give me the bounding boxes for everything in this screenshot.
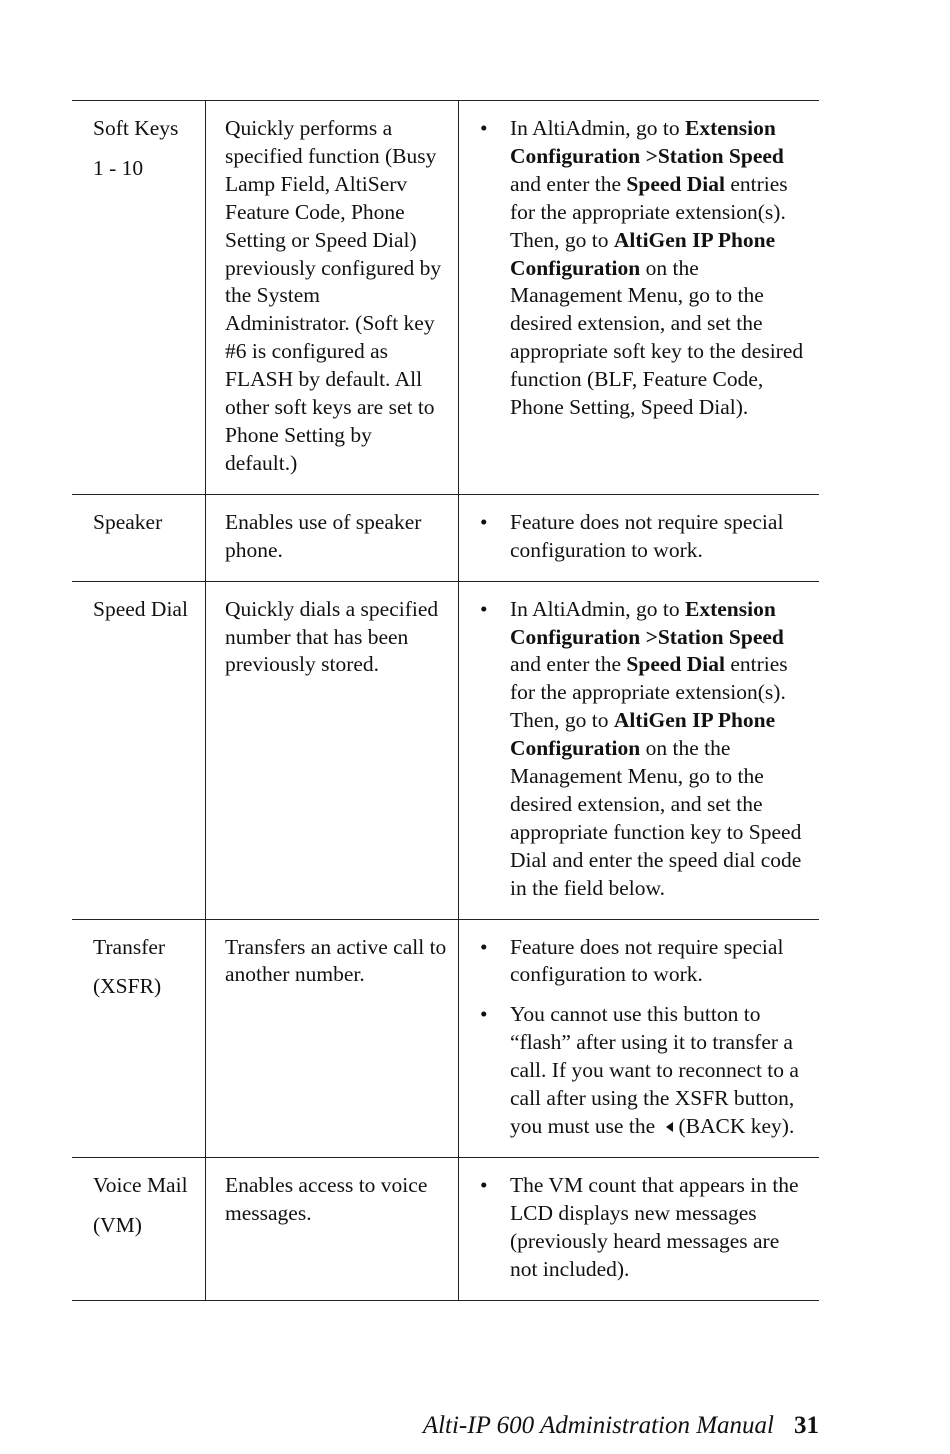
config-text: Feature does not require special configuration to work. (510, 934, 784, 987)
feature-description-cell (206, 581, 459, 919)
page-number: 31 (794, 1412, 819, 1439)
config-text: In AltiAdmin, go to (510, 596, 685, 621)
feature-name-line: Voice Mail (93, 1172, 188, 1197)
bullet-dot: • (480, 1172, 488, 1197)
bullet-dot: • (480, 1002, 488, 1027)
feature-configuration-cell (459, 581, 820, 919)
configuration-bullet (480, 596, 811, 903)
configuration-bullet-list (480, 1172, 811, 1284)
config-text: entries for the appropriate extension(s). Then, go to (510, 171, 788, 252)
config-bold-text: Extension Configuration >Station Speed (510, 116, 784, 168)
feature-description-cell (206, 919, 459, 1157)
feature-description-cell (206, 1157, 459, 1300)
configuration-bullet-list (480, 596, 811, 903)
feature-name-cell (72, 919, 206, 1157)
feature-row-speed-dial (72, 581, 819, 919)
feature-row-speaker (72, 494, 819, 581)
config-bold-text: AltiGen IP Phone Configuration (510, 227, 776, 280)
config-bold-text: Speed Dial (626, 171, 725, 196)
feature-name-line: (XSFR) (93, 974, 162, 999)
feature-description: Enables use of speaker phone. (225, 509, 422, 562)
feature-table (72, 100, 819, 1301)
config-text: and enter the (510, 171, 627, 196)
feature-name-line: Speaker (93, 509, 163, 534)
config-text: and enter the (510, 652, 627, 677)
configuration-bullet (480, 1001, 811, 1141)
feature-configuration-cell (459, 1157, 820, 1300)
config-text: (BACK key). (678, 1114, 795, 1138)
configuration-bullet-list (480, 934, 811, 1141)
config-text: The VM count that appears in the LCD displays new messages (previously heard messages are not included). (510, 1172, 799, 1281)
configuration-bullet (480, 934, 811, 990)
config-text: on the the Management Menu, go to the desired extension, and set the appropriate function key to Speed Dial and enter the speed dial code in the field below. (510, 736, 802, 900)
feature-description: Quickly dials a specified number that has been previously stored. (225, 596, 439, 677)
feature-name-cell (72, 581, 206, 919)
feature-name-line: Soft Keys (93, 116, 179, 140)
feature-description: Transfers an active call to another number. (225, 934, 447, 987)
config-bold-text: AltiGen IP Phone Configuration (510, 708, 776, 761)
feature-name-cell (72, 101, 206, 495)
feature-name-line: (VM) (93, 1212, 142, 1237)
feature-description-cell (206, 101, 459, 495)
feature-name-cell (72, 494, 206, 581)
configuration-bullet-list (480, 115, 811, 422)
feature-description-cell (206, 494, 459, 581)
feature-configuration-cell (459, 919, 820, 1157)
feature-table-body (72, 101, 819, 1301)
configuration-bullet (480, 115, 811, 422)
feature-name-cell (72, 1157, 206, 1300)
feature-name-line: 1 - 10 (93, 155, 144, 180)
config-text: You cannot use this button to “flash” after using it to transfer a call. If you want to reconnect to a call after using the XSFR button, you must use the (510, 1002, 799, 1138)
config-bold-text: Extension Configuration >Station Speed (510, 596, 784, 649)
config-text: entries for the appropriate extension(s). Then, go to (510, 652, 788, 733)
feature-name-line: Transfer (93, 934, 166, 959)
manual-title: Alti-IP 600 Administration Manual (422, 1412, 774, 1439)
configuration-bullet (480, 1172, 811, 1284)
feature-configuration-cell (459, 494, 820, 581)
config-text: on the Management Menu, go to the desired extension, and set the appropriate soft key to the desired function (BLF, Feature Code, Phone Setting, Speed Dial). (510, 255, 804, 420)
feature-configuration-cell (459, 101, 820, 495)
feature-description: Quickly performs a specified function (Busy Lamp Field, AltiServ Feature Code, Phone Setting or Speed Dial) previously configured by the System Administrator. (Soft key #6 is configured as FLASH by default. All other soft keys are set to Phone Setting by default.) (225, 116, 442, 475)
page-footer (423, 1411, 819, 1441)
config-text: In AltiAdmin, go to (510, 116, 685, 140)
feature-row-transfer (72, 919, 819, 1157)
feature-description: Enables access to voice messages. (225, 1172, 428, 1225)
bullet-dot: • (480, 596, 488, 621)
configuration-bullet-list (480, 509, 811, 565)
back-arrow-icon (666, 1122, 673, 1132)
feature-row-soft-keys (72, 101, 819, 495)
bullet-dot: • (480, 934, 488, 959)
feature-row-voice-mail (72, 1157, 819, 1300)
config-text: Feature does not require special configuration to work. (510, 509, 784, 562)
bullet-dot: • (480, 116, 488, 140)
configuration-bullet (480, 509, 811, 565)
bullet-dot: • (480, 509, 488, 534)
feature-name-line: Speed Dial (93, 596, 188, 621)
config-bold-text: Speed Dial (626, 652, 725, 677)
